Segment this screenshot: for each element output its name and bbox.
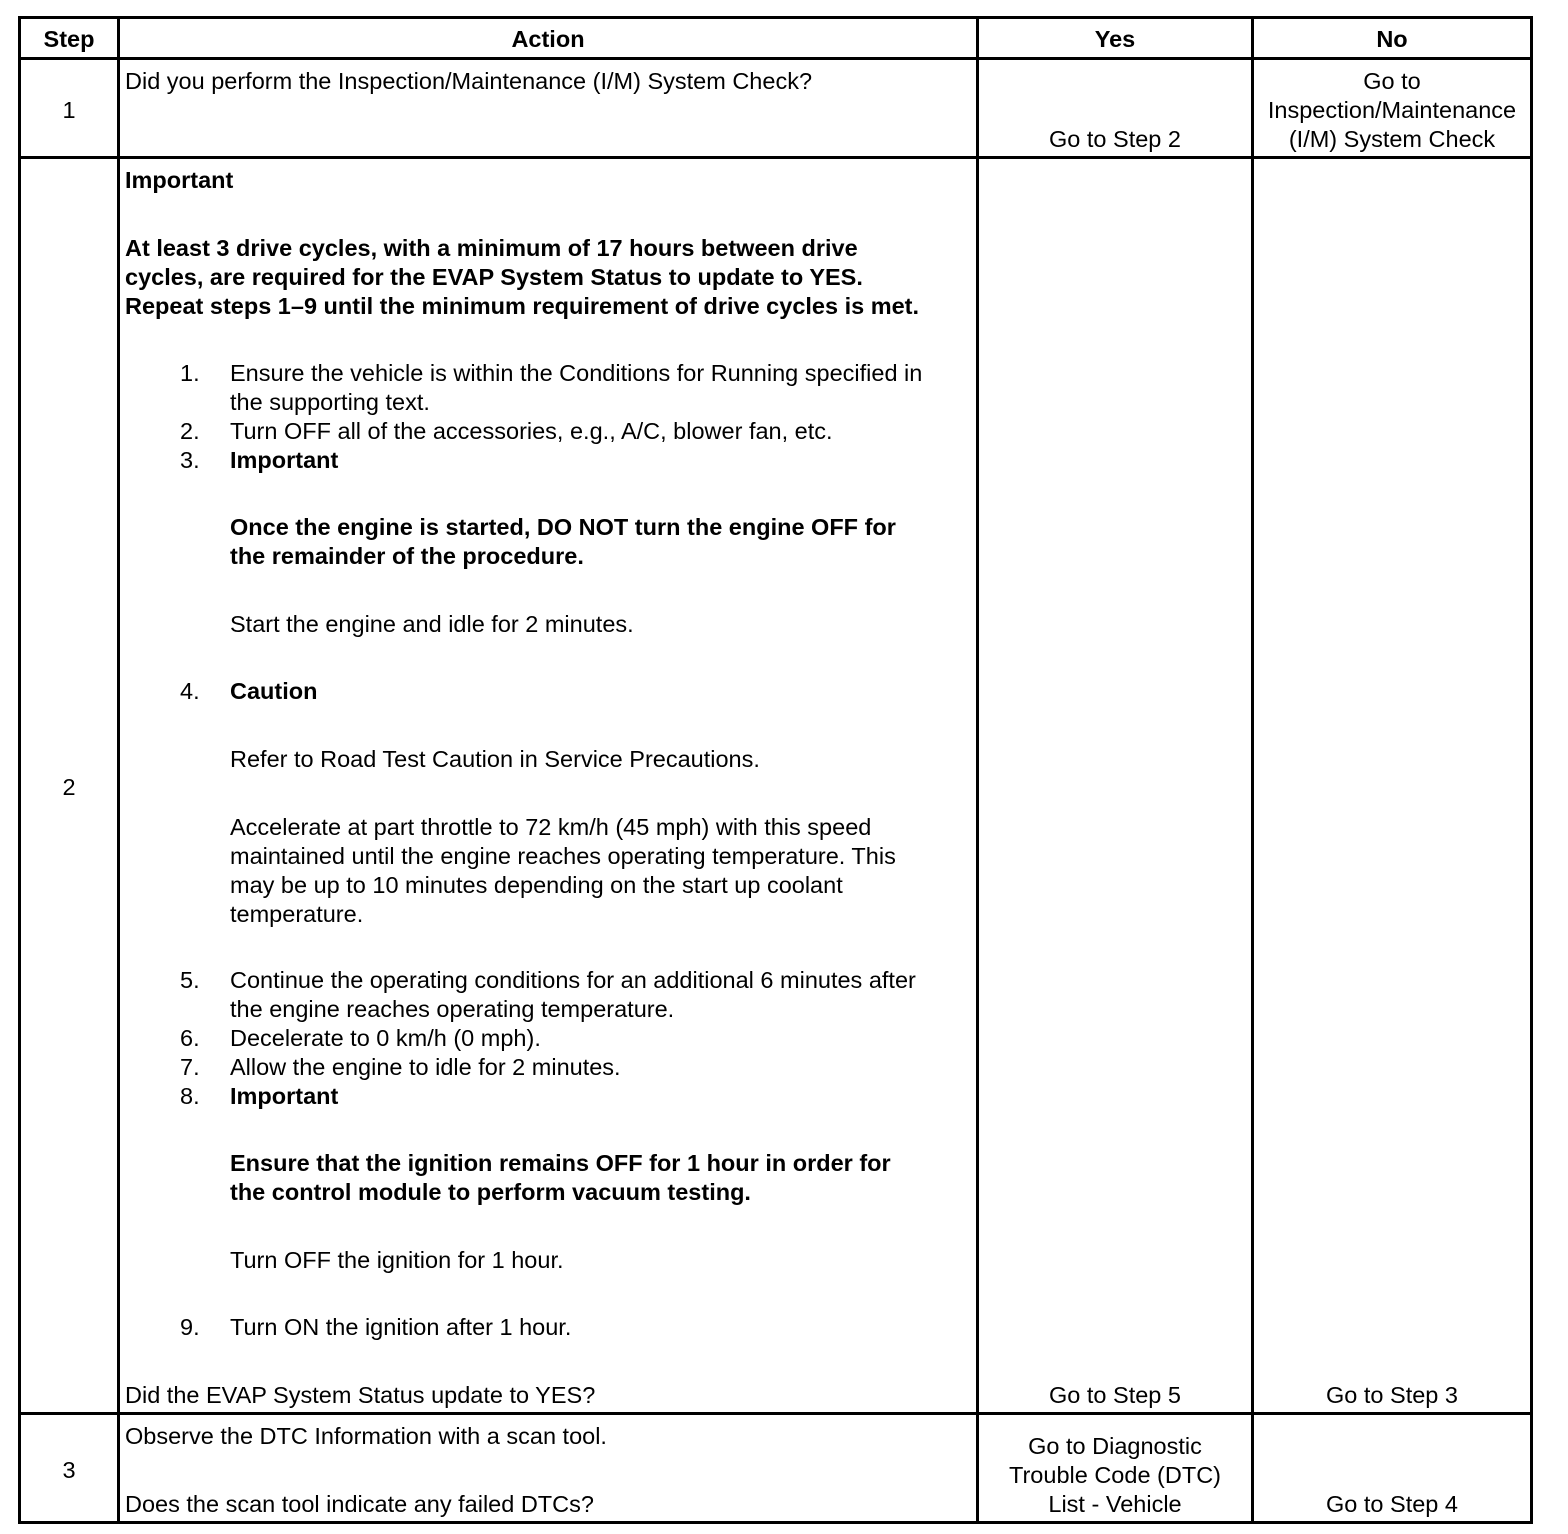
- column-divider: [976, 19, 979, 1521]
- important-title: Important: [125, 167, 234, 193]
- row-divider: [21, 1412, 1530, 1415]
- list-number: 6.: [180, 1025, 200, 1051]
- header-no: No: [1376, 26, 1408, 52]
- list-item: Start the engine and idle for 2 minutes.: [230, 611, 634, 637]
- column-divider: [1251, 19, 1254, 1521]
- list-number: 7.: [180, 1054, 200, 1080]
- step-number: 3: [62, 1457, 76, 1483]
- list-number: 3.: [180, 447, 200, 473]
- yes-result: Go to Step 5: [1049, 1382, 1181, 1408]
- yes-result: Go to Diagnostic Trouble Code (DTC) List - Vehicle: [1009, 1433, 1221, 1517]
- header-step: Step: [43, 26, 95, 52]
- no-result: Go to Step 4: [1326, 1491, 1458, 1517]
- caution-title: Caution: [230, 678, 318, 704]
- list-item: Ensure the vehicle is within the Conditions for Running specified in the supporting text.: [230, 360, 923, 415]
- step-number: 2: [62, 774, 76, 800]
- list-item: Turn ON the ignition after 1 hour.: [230, 1314, 572, 1340]
- important-title: Important: [230, 1083, 339, 1109]
- header-action: Action: [511, 26, 585, 52]
- column-divider: [117, 19, 120, 1521]
- important-title: Important: [230, 447, 339, 473]
- list-number: 9.: [180, 1314, 200, 1340]
- no-result: Go to Inspection/Maintenance (I/M) System Check: [1267, 68, 1517, 152]
- list-number: 1.: [180, 360, 200, 386]
- question-text: Did the EVAP System Status update to YES?: [125, 1382, 596, 1408]
- list-item: Accelerate at part throttle to 72 km/h (45 mph) with this speed maintained until the engine reaches operating temperature. This may be up to 10 minutes depending on the start up coolant temperature.: [230, 814, 896, 927]
- list-number: 4.: [180, 678, 200, 704]
- diagnostic-table: [18, 16, 1533, 1524]
- row-divider: [21, 57, 1530, 60]
- action-text: Did you perform the Inspection/Maintenance (I/M) System Check?: [125, 68, 813, 94]
- row-divider: [21, 156, 1530, 159]
- list-number: 5.: [180, 967, 200, 993]
- list-item: Allow the engine to idle for 2 minutes.: [230, 1054, 621, 1080]
- list-number: 8.: [180, 1083, 200, 1109]
- important-note: At least 3 drive cycles, with a minimum of 17 hours between drive cycles, are required for the EVAP System Status to update to YES. Repeat steps 1–9 until the minimum requirement of drive cycles is met.: [125, 235, 920, 319]
- question-text: Does the scan tool indicate any failed DTCs?: [125, 1491, 594, 1517]
- action-text: Observe the DTC Information with a scan tool.: [125, 1423, 607, 1449]
- step-number: 1: [62, 97, 76, 123]
- list-item: Continue the operating conditions for an additional 6 minutes after the engine reaches operating temperature.: [230, 967, 916, 1022]
- list-number: 2.: [180, 418, 200, 444]
- header-yes: Yes: [1094, 26, 1136, 52]
- yes-result: Go to Step 2: [1049, 126, 1181, 152]
- action-cell: [125, 166, 976, 1410]
- important-note: Ensure that the ignition remains OFF for 1 hour in order for the control module to perform vacuum testing.: [230, 1150, 891, 1205]
- important-note: Once the engine is started, DO NOT turn the engine OFF for the remainder of the procedure.: [230, 514, 896, 569]
- list-item: Turn OFF the ignition for 1 hour.: [230, 1247, 564, 1273]
- list-item: Decelerate to 0 km/h (0 mph).: [230, 1025, 541, 1051]
- list-item: Refer to Road Test Caution in Service Precautions.: [230, 746, 760, 772]
- list-item: Turn OFF all of the accessories, e.g., A/C, blower fan, etc.: [230, 418, 833, 444]
- no-result: Go to Step 3: [1326, 1382, 1458, 1408]
